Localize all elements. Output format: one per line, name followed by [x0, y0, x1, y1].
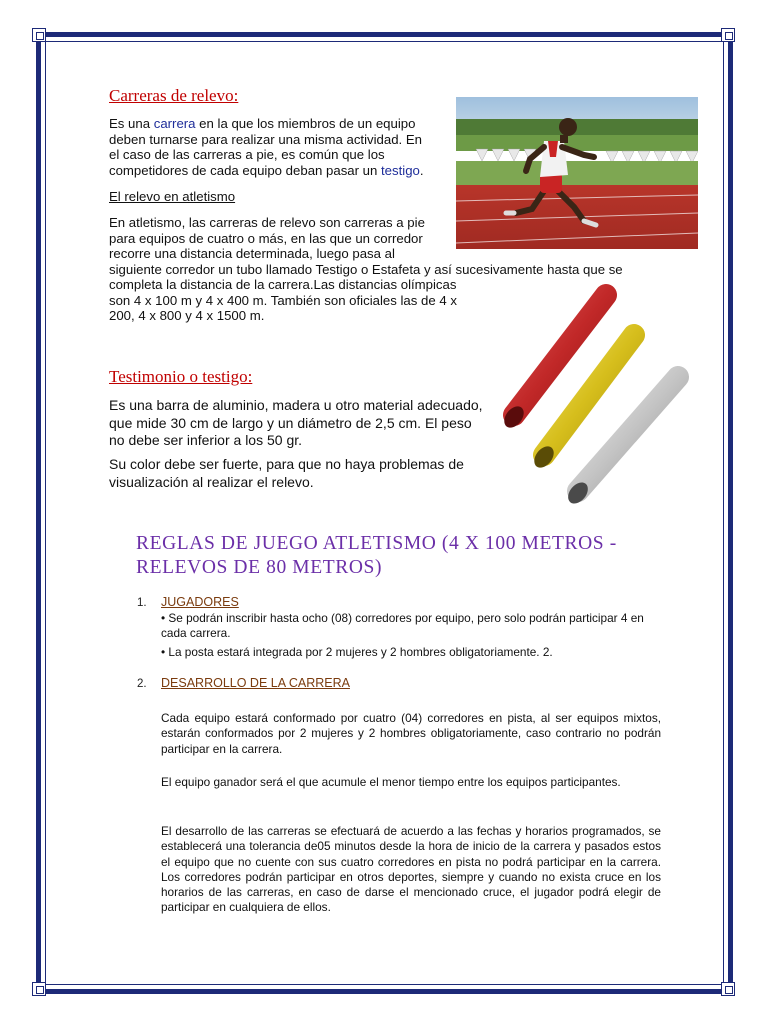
para-line: Es una barra de aluminio, madera u otro material adecuado, [109, 397, 483, 413]
list-heading-jugadores: JUGADORES [161, 595, 239, 609]
bullet-item: • La posta estará integrada por 2 mujeres y 2 hombres obligatoriamente. 2. [161, 645, 553, 659]
list-heading-desarrollo: DESARROLLO DE LA CARRERA [161, 676, 350, 690]
corner-ornament [721, 982, 735, 996]
link-testigo[interactable]: testigo [381, 162, 420, 178]
subheading-relevo-atletismo: El relevo en atletismo [109, 189, 236, 204]
runner-photo [456, 97, 698, 249]
para-line: Su color debe ser fuerte, para que no haya problemas de [109, 456, 464, 472]
rules-title: REGLAS DE JUEGO ATLETISMO (4 X 100 METROS - RELEVOS DE 80 METROS) [136, 533, 617, 578]
intro-line: Es una carrera en la que los miembros de un equipo [109, 116, 416, 131]
list-number: 1. [137, 597, 147, 609]
link-carrera[interactable]: carrera [153, 116, 196, 131]
list-number: 2. [137, 678, 147, 690]
para-line: siguiente corredor un tubo llamado Testigo o Estafeta y así sucesivamente hasta que se [109, 261, 623, 277]
intro-line: deben turnarse para realizar una misma actividad. En [109, 131, 423, 147]
para-line: para equipos de cuatro o más, en las que un corredor [109, 230, 423, 246]
relay-batons [498, 283, 698, 513]
heading-testimonio-testigo: Testimonio o testigo: [109, 367, 253, 386]
corner-ornament [721, 28, 735, 42]
testigo-paragraph-1 [109, 397, 509, 450]
intro-paragraph [109, 116, 449, 178]
bullet-item: • Se podrán inscribir hasta ocho (08) corredores por equipo, pero solo podrán participar 4 en cada carrera. [161, 611, 644, 641]
intro-line: el caso de las carreras a pie, es común que los [109, 147, 385, 162]
para-line: 200, 4 x 800 y 4 x 1500 m. [109, 308, 265, 323]
para-line: recorre una distancia determinada, luego pasa al [109, 246, 395, 261]
corner-ornament [32, 982, 46, 996]
para-line: que mide 30 cm de largo y un diámetro de 2,5 cm. El peso [109, 414, 472, 431]
para-line: En atletismo, las carreras de relevo son carreras a pie [109, 215, 425, 230]
para-line: son 4 x 100 m y 4 x 400 m. También son oficiales las de 4 x [109, 292, 457, 308]
rules-paragraph: El desarrollo de las carreras se efectuará de acuerdo a las fechas y horarios programados, se establecerá una tolerancia de05 minutos desde la hora de inicio de la carrera y pasados estos el equipo que no cuente con sus cuatro corredores en pista no podrá participar en la carrera. Los corredores podrán participar en otros deportes, siempre y cuando no exista cruce en los horarios de las carreras, en caso de darse el mencionado cruce, el jugador podrá elegir de participar en cualquiera de ellos. [161, 824, 661, 915]
para-line: visualización al realizar el relevo. [109, 473, 314, 490]
para-line: no debe ser inferior a los 50 gr. [109, 432, 303, 448]
rules-paragraph: Cada equipo estará conformado por cuatro (04) corredores en pista, al ser equipos mixtos, estarán conformados por 2 mujeres y 2 hombres obligatoriamente, caso contrario no podrán participar en la carrera. [161, 711, 661, 756]
intro-line: competidores de cada equipo deban pasar un testigo. [109, 162, 424, 178]
rules-paragraph: El equipo ganador será el que acumule el menor tiempo entre los equipos participantes. [161, 775, 621, 789]
testigo-paragraph-2 [109, 456, 509, 491]
heading-carreras-relevo: Carreras de relevo: [109, 86, 239, 105]
corner-ornament [32, 28, 46, 42]
para-line: completa la distancia de la carrera.Las distancias olímpicas [109, 277, 457, 292]
